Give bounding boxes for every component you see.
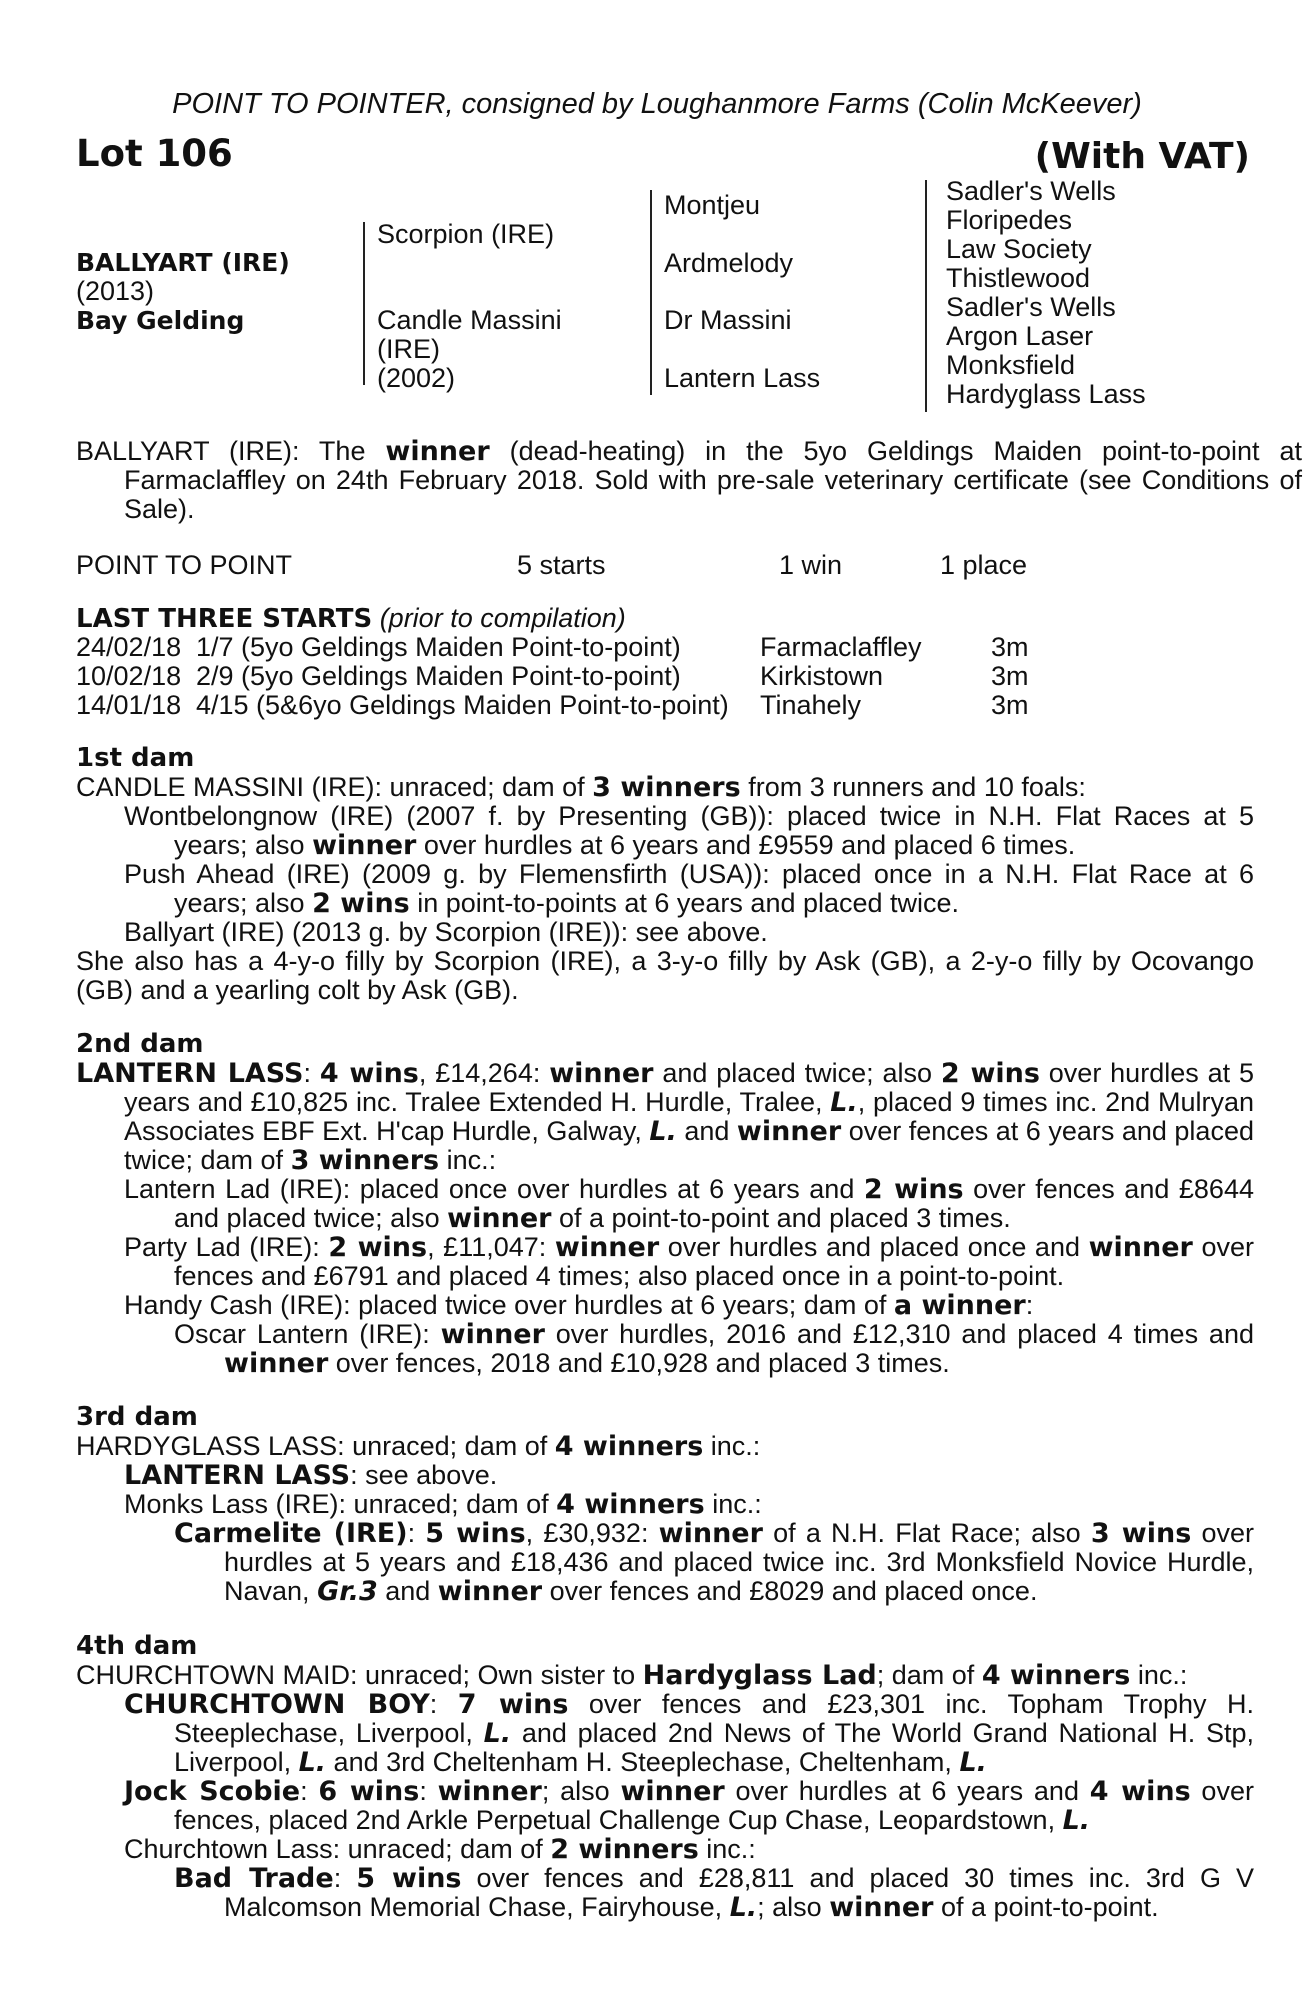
dam1-summary: CANDLE MASSINI (IRE): unraced; dam of 3 winners from 3 runners and 10 foals: xyxy=(76,772,1086,803)
pedigree-dam-year: (2002) xyxy=(377,363,456,393)
produce-entry: Jock Scobie: 6 wins: winner; also winner over hurdles at 6 years and 4 wins over fences, placed 2nd Arkle Perpetual Challenge Cup Chase, Leopardstown, L. xyxy=(124,1776,1254,1836)
record-wins: 1 win xyxy=(779,550,843,580)
section-heading: 3rd dam xyxy=(76,1402,198,1432)
dam2-summary: LANTERN LASS: 4 wins, £14,264: winner and placed twice; also 2 wins over hurdles at 5 years and £10,825 inc. Tralee Extended H. Hurdle, Tralee, L., placed 9 times inc. 2nd Mulryan Associates EBF Ext. H'cap Hurdle, Galway, L. and winner over fences at 6 years and placed twice; dam of 3 winners inc.: xyxy=(76,1058,1254,1176)
table-row: 14/01/18 4/15 (5&6yo Geldings Maiden Point-to-point) Tinahely 3m xyxy=(76,690,1029,720)
pedigree-divider xyxy=(925,180,927,412)
produce-entry: Carmelite (IRE): 5 wins, £30,932: winner of a N.H. Flat Race; also 3 wins over hurdles at 5 years and £18,436 and placed twice inc. 3rd Monksfield Novice Hurdle, Navan, Gr.3 and winner over fences and £8029 and placed once. xyxy=(174,1518,1254,1607)
last-three-heading: LAST THREE STARTS (prior to compilation) xyxy=(76,603,626,634)
record-places: 1 place xyxy=(940,550,1028,580)
pedigree-gen4: Hardyglass Lass xyxy=(946,379,1146,409)
table-row: 24/02/18 1/7 (5yo Geldings Maiden Point-to-point) Farmaclaffley 3m xyxy=(76,632,1029,662)
produce-entry: Handy Cash (IRE): placed twice over hurdles at 6 years; dam of a winner: xyxy=(124,1290,1034,1321)
pedigree-gen3: Ardmelody xyxy=(664,248,794,278)
produce-entry: Bad Trade: 5 wins over fences and £28,811 and placed 30 times inc. 3rd G V Malcomson Memorial Chase, Fairyhouse, L.; also winner of a point-to-point. xyxy=(174,1863,1254,1923)
pedigree-gen4: Sadler's Wells xyxy=(946,176,1116,206)
horse-type: Bay Gelding xyxy=(76,306,245,335)
section-heading: 1st dam xyxy=(76,743,195,773)
pedigree-dam: Candle Massini xyxy=(377,305,562,335)
table-row: 10/02/18 2/9 (5yo Geldings Maiden Point-to-point) Kirkistown 3m xyxy=(76,661,1029,691)
pedigree-gen3: Dr Massini xyxy=(664,305,792,335)
record-starts: 5 starts xyxy=(517,550,606,580)
racing-record xyxy=(76,551,1254,581)
dam2-section xyxy=(76,1030,1254,1378)
pedigree-sire: Scorpion (IRE) xyxy=(377,219,555,249)
dam1-section xyxy=(76,744,1254,1005)
produce-entry: LANTERN LASS: see above. xyxy=(124,1460,498,1491)
produce-entry: Push Ahead (IRE) (2009 g. by Flemensfirth (USA)): placed once in a N.H. Flat Race at 6 years; also 2 wins in point-to-points at 6 years and placed twice. xyxy=(124,859,1254,919)
dam3-summary: HARDYGLASS LASS: unraced; dam of 4 winners inc.: xyxy=(76,1431,761,1462)
pedigree-gen4: Argon Laser xyxy=(946,321,1094,351)
produce-entry: Lantern Lad (IRE): placed once over hurdles at 6 years and 2 wins over fences and £8644 and placed twice; also winner of a point-to-point and placed 3 times. xyxy=(124,1174,1254,1234)
pedigree-divider xyxy=(363,222,365,385)
section-heading: 2nd dam xyxy=(76,1029,204,1059)
produce-entry: Ballyart (IRE) (2013 g. by Scorpion (IRE)): see above. xyxy=(124,917,768,947)
produce-entry: Monks Lass (IRE): unraced; dam of 4 winners inc.: xyxy=(124,1489,762,1520)
pedigree-dam-origin: (IRE) xyxy=(377,334,440,364)
pedigree-gen4: Floripedes xyxy=(946,205,1073,235)
dam4-section xyxy=(76,1632,1254,1922)
produce-entry: Party Lad (IRE): 2 wins, £11,047: winner over hurdles and placed once and winner over fences and £6791 and placed 4 times; also placed once in a point-to-point. xyxy=(124,1232,1254,1291)
produce-entry: Oscar Lantern (IRE): winner over hurdles, 2016 and £12,310 and placed 4 times and winner over fences, 2018 and £10,928 and placed 3 times. xyxy=(174,1319,1254,1379)
pedigree-gen3: Lantern Lass xyxy=(664,363,821,393)
record-label: POINT TO POINT xyxy=(76,550,293,580)
dam4-summary: CHURCHTOWN MAID: unraced; Own sister to Hardyglass Lad; dam of 4 winners inc.: xyxy=(76,1660,1188,1691)
pedigree-gen4: Law Society xyxy=(946,234,1092,264)
produce-entry: CHURCHTOWN BOY: 7 wins over fences and £23,301 inc. Topham Trophy H. Steeplechase, Liverpool, L. and placed 2nd News of The World Grand National H. Stp, Liverpool, L. and 3rd Cheltenham H. Steeplechase, Cheltenham, L. xyxy=(124,1689,1255,1778)
dam1-also: She also has a 4-y-o filly by Scorpion (IRE), a 3-y-o filly by Ask (GB), a 2-y-o filly by Ocovango (GB) and a yearling colt by Ask (GB). xyxy=(76,946,1254,1005)
intro-paragraph: BALLYART (IRE): The winner (dead-heating) in the 5yo Geldings Maiden point-to-point at Farmaclaffley on 24th February 2018. Sold with pre-sale veterinary certificate (see Conditions of Sale). xyxy=(76,436,1303,524)
produce-entry: Wontbelongnow (IRE) (2007 f. by Presenting (GB)): placed twice in N.H. Flat Races at 5 years; also winner over hurdles at 6 years and £9559 and placed 6 times. xyxy=(124,801,1254,861)
pedigree-divider xyxy=(650,190,652,395)
vat-label: (With VAT) xyxy=(1034,136,1250,177)
dam3-section xyxy=(76,1403,1254,1606)
pedigree-gen3: Montjeu xyxy=(664,190,761,220)
pedigree-gen4: Sadler's Wells xyxy=(946,292,1116,322)
horse-name: BALLYART (IRE) xyxy=(76,248,290,277)
lot-number: Lot 106 xyxy=(76,132,233,175)
page-title: POINT TO POINTER, consigned by Loughanmore Farms (Colin McKeever) xyxy=(172,88,1142,120)
pedigree-gen4: Monksfield xyxy=(946,350,1076,380)
horse-year: (2013) xyxy=(76,276,155,306)
pedigree-gen4: Thistlewood xyxy=(946,263,1091,293)
section-heading: 4th dam xyxy=(76,1631,198,1661)
produce-entry: Churchtown Lass: unraced; dam of 2 winners inc.: xyxy=(124,1834,756,1865)
